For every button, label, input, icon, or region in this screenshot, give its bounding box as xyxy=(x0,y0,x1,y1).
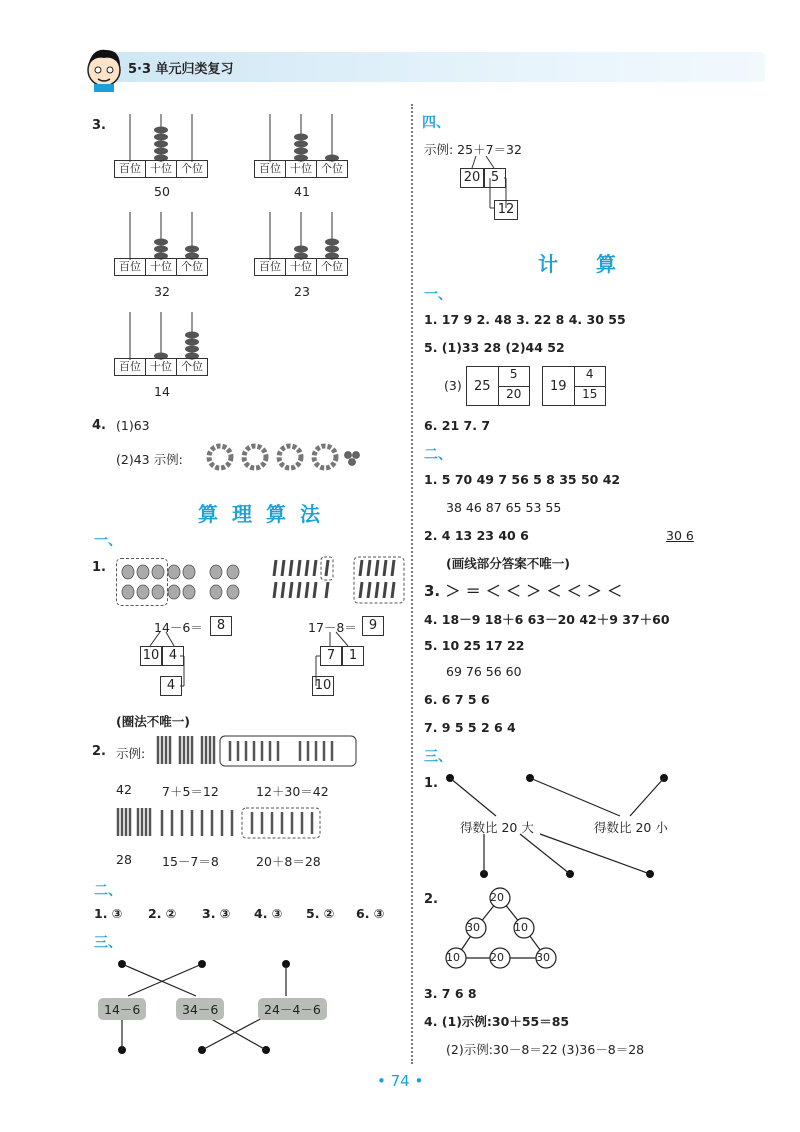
section-title-suanli: 算理算法 xyxy=(198,502,334,526)
section-title-jisuan: 计算 xyxy=(538,252,654,276)
q5-3-label: (3) xyxy=(444,378,462,393)
part2-answer-1: 1. ③ xyxy=(94,906,123,921)
q3-number: 3. xyxy=(92,118,106,133)
stick-bundles-icon-2 xyxy=(114,806,324,840)
part2-answer-2: 2. ② xyxy=(148,906,177,921)
pill-34-6: 34－6 xyxy=(176,998,224,1020)
q2-label: 示例: xyxy=(116,746,146,761)
q5-3-box1: 25 5 20 xyxy=(466,366,530,406)
right-part2-l1: 1. 5 70 49 7 56 5 8 35 50 42 xyxy=(424,472,621,487)
part4-split-a: 20 xyxy=(460,168,484,188)
tri-top: 20 xyxy=(490,891,504,904)
abacus-value: 23 xyxy=(294,284,310,299)
part2-answer-3: 3. ③ xyxy=(202,906,231,921)
q5-3-box2: 19 4 15 xyxy=(542,366,606,406)
eq2-split-a: 7 xyxy=(320,646,342,666)
q4-line2: (2)43 示例: xyxy=(116,452,183,467)
abacus-14: 百位 十位 个位 xyxy=(114,312,208,376)
pear-icons xyxy=(118,560,258,604)
right-part2-l5: 5. 10 25 17 22 xyxy=(424,638,525,653)
header-title: 5·3 单元归类复习 xyxy=(128,62,234,77)
eq1-split-b: 4 xyxy=(162,646,184,666)
q4-number: 4. xyxy=(92,418,106,433)
eq2-sub-box: 10 xyxy=(312,676,334,696)
part2-mark: 二、 xyxy=(94,883,122,899)
eq1: 14－6＝ xyxy=(154,620,203,635)
right-part2-l4: 4. 18－9 18＋6 63－20 42＋9 37＋60 xyxy=(424,612,670,627)
right-q2-number: 2. xyxy=(424,892,438,907)
abacus-value: 50 xyxy=(154,184,170,199)
part4-sub: 12 xyxy=(494,200,518,220)
label-less-20: 得数比 20 小 xyxy=(594,820,668,835)
part4-split-b: 5 xyxy=(484,168,506,188)
right-part1-line2: 5. (1)33 28 (2)44 52 xyxy=(424,340,565,355)
column-divider xyxy=(411,104,413,1064)
page-number: • 74 • xyxy=(377,1072,424,1090)
abacus-value: 32 xyxy=(154,284,170,299)
right-part2-l5b: 69 76 56 60 xyxy=(446,664,522,679)
part2-answer-6: 6. ③ xyxy=(356,906,385,921)
eq2-connectors xyxy=(300,630,360,690)
part4-mark: 四、 xyxy=(422,115,450,131)
right-part2-l3: 3. ＞ ＝ ＜ ＜ ＞ ＜ ＜ ＞ ＜ xyxy=(424,582,623,600)
right-part1-line1: 1. 17 9 2. 48 3. 22 8 4. 30 55 xyxy=(424,312,626,327)
right-part3-l4b: (2)示例:30－8＝22 (3)36－8＝28 xyxy=(446,1042,645,1057)
q2-line2-b: 15－7＝8 xyxy=(162,854,219,869)
abacus-value: 14 xyxy=(154,384,170,399)
right-part2-l2: 2. 4 13 23 40 6 xyxy=(424,528,529,543)
right-part3-l4a: 4. (1)示例:30＋55＝85 xyxy=(424,1014,570,1029)
part4-connectors xyxy=(460,156,520,216)
abacus-value: 41 xyxy=(294,184,310,199)
q1-number: 1. xyxy=(92,560,106,575)
boy-mascot-icon xyxy=(82,44,126,92)
abacus-50: 百位 十位 个位 xyxy=(114,114,208,178)
pencil-icons xyxy=(270,556,410,606)
q2-number: 2. xyxy=(92,744,106,759)
q4-line1: (1)63 xyxy=(116,418,150,433)
right-part3-mark: 三、 xyxy=(424,749,452,765)
right-part2-l7: 7. 9 5 5 2 6 4 xyxy=(424,720,516,735)
abacus-32: 百位 十位 个位 xyxy=(114,212,208,276)
abacus-23: 百位 十位 个位 xyxy=(254,212,348,276)
tri-mid-left: 30 xyxy=(466,921,480,934)
bead-rings-icon xyxy=(206,442,362,472)
tri-bottom-mid: 20 xyxy=(490,951,504,964)
part1-mark: 一、 xyxy=(94,533,122,549)
right-part1-line3: 6. 21 7. 7 xyxy=(424,418,491,433)
q2-line1-c: 12＋30＝42 xyxy=(256,784,329,799)
eq2-split-b: 1 xyxy=(342,646,364,666)
eq1-sub-box: 4 xyxy=(160,676,182,696)
tri-bottom-right: 30 xyxy=(536,951,550,964)
eq1-answer-box: 8 xyxy=(210,616,232,636)
circle-note: (圈法不唯一) xyxy=(116,714,190,729)
part2-answer-4: 4. ③ xyxy=(254,906,283,921)
tri-mid-right: 10 xyxy=(514,921,528,934)
q2-line2-a: 28 xyxy=(116,852,132,867)
right-part2-l6: 6. 6 7 5 6 xyxy=(424,692,490,707)
pill-14-6: 14－6 xyxy=(98,998,146,1020)
eq1-connectors xyxy=(140,630,200,690)
right-part2-mark: 二、 xyxy=(424,447,452,463)
right-part3-l3: 3. 7 6 8 xyxy=(424,986,477,1001)
right-part1-mark: 一、 xyxy=(424,287,452,303)
right-part2-l2-note: (画线部分答案不唯一) xyxy=(446,556,570,571)
q2-line2-c: 20＋8＝28 xyxy=(256,854,321,869)
part2-answer-5: 5. ② xyxy=(306,906,335,921)
abacus-41: 百位 十位 个位 xyxy=(254,114,348,178)
tri-bottom-left: 10 xyxy=(446,951,460,964)
label-greater-20: 得数比 20 大 xyxy=(460,820,534,835)
pill-24-4-6: 24－4－6 xyxy=(258,998,327,1020)
stick-bundles-icon xyxy=(154,734,360,768)
q2-line1-b: 7＋5＝12 xyxy=(162,784,219,799)
q2-line1-a: 42 xyxy=(116,782,132,797)
eq2: 17－8＝ xyxy=(308,620,357,635)
part4-example: 示例: 25＋7＝32 xyxy=(424,142,522,157)
right-part2-l2-underline: 30 6 xyxy=(666,528,694,543)
right-q1-number: 1. xyxy=(424,776,438,791)
eq1-split-a: 10 xyxy=(140,646,162,666)
part3-mark: 三、 xyxy=(94,935,122,951)
right-part2-l1b: 38 46 87 65 53 55 xyxy=(446,500,562,515)
eq2-answer-box: 9 xyxy=(362,616,384,636)
